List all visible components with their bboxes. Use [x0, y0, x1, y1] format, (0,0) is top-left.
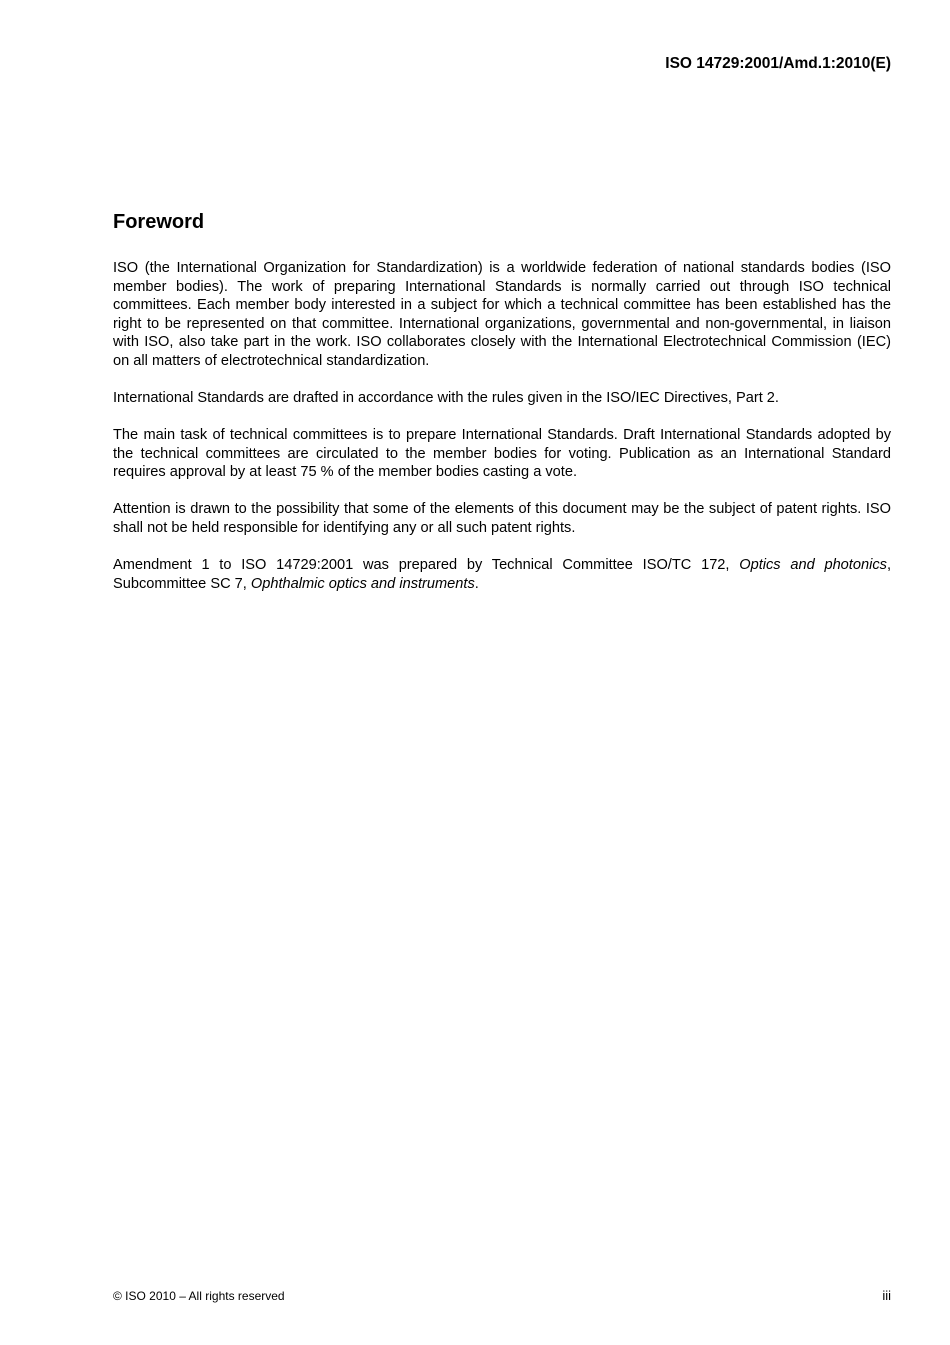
paragraph-committees-task: The main task of technical committees is to prepare International Standards. Draft International Standards adopted by the technical committees are circulated to the member bodies for voting. Publication as an International Standard requires approval by at least 75 % of the member bodies casting a vote. [113, 427, 891, 481]
paragraph-patent-rights: Attention is drawn to the possibility that some of the elements of this document may be the subject of patent rights. ISO shall not be held responsible for identifying any or all such patent rights. [113, 501, 891, 537]
amendment-text-2: , Subcommittee SC 7, [113, 557, 891, 592]
footer-copyright: © ISO 2010 – All rights reserved [113, 1289, 285, 1303]
amendment-text-3: . [474, 575, 479, 592]
amendment-text-1: Amendment 1 to ISO 14729:2001 was prepared by Technical Committee ISO/TC 172, [113, 557, 740, 574]
subcommittee-title: Ophthalmic optics and instruments [250, 575, 475, 592]
foreword-body [113, 259, 891, 612]
paragraph-directives: International Standards are drafted in accordance with the rules given in the ISO/IEC Directives, Part 2. [113, 390, 779, 407]
page-number: iii [882, 1288, 891, 1303]
paragraph-iso-intro: ISO (the International Organization for Standardization) is a worldwide federation of national standards bodies (ISO member bodies). The work of preparing International Standards is normally carried out through ISO technical committees. Each member body interested in a subject for which a technical committee has been established has the right to be represented on that committee. International organizations, governmental and non-governmental, in liaison with ISO, also take part in the work. ISO collaborates closely with the International Electrotechnical Commission (IEC) on all matters of electrotechnical standardization. [113, 260, 891, 369]
foreword-heading: Foreword [113, 211, 205, 233]
paragraph-amendment [113, 556, 891, 593]
technical-committee-title: Optics and photonics [739, 557, 887, 574]
document-id: ISO 14729:2001/Amd.1:2010(E) [665, 55, 891, 72]
